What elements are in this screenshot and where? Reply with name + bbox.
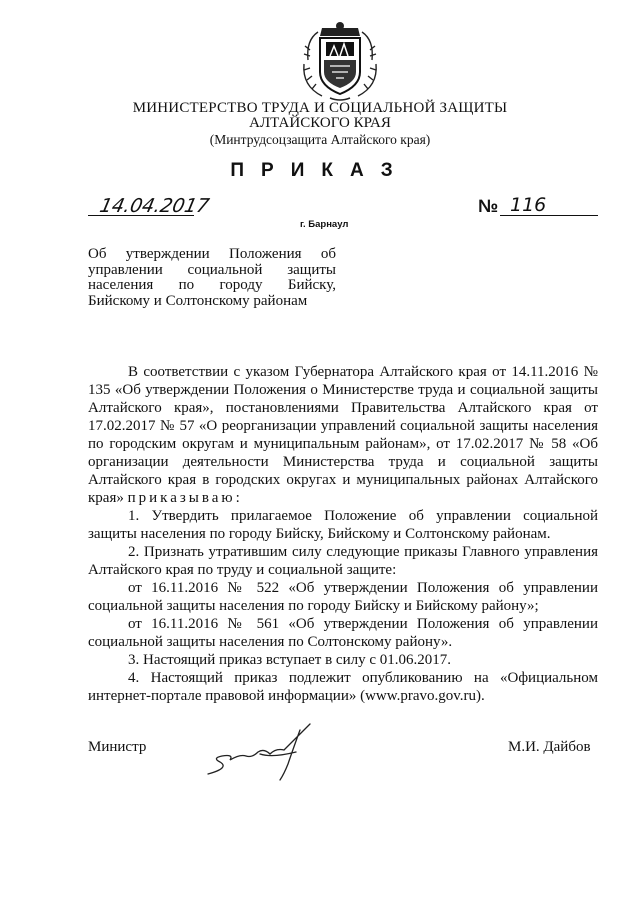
order-number: 116 [510,194,547,216]
signature-icon [200,718,330,784]
date-underline [88,215,194,216]
item-2-b: от 16.11.2016 № 561 «Об утверждении Положения об управлении социальной защиты населения по Солтонскому району». [88,616,598,650]
preamble-paragraph [88,363,598,507]
order-subject: Об утверждении Положения об управлении социальной защиты населения по городу Бийску, Бийскому и Солтонскому районам [88,246,336,309]
ministry-name-line2: АЛТАЙСКОГО КРАЯ [249,115,391,131]
item-2: 2. Признать утратившим силу следующие приказы Главного управления Алтайского края по труду и социальной защите: [88,544,598,578]
item-1: 1. Утвердить прилагаемое Положение об управлении социальной защиты населения по городу Бийску, Бийскому и Солтонскому районам. [88,508,598,542]
item-3: 3. Настоящий приказ вступает в силу с 01.06.2017. [128,652,451,668]
coat-of-arms-icon [300,20,380,102]
order-word: приказываю: [127,490,243,506]
signer-title: Министр [88,739,147,755]
order-number-label: № [478,196,499,216]
item-2-a: от 16.11.2016 № 522 «Об утверждении Положения об управлении социальной защиты населения по городу Бийску и Бийскому району»; [88,580,598,614]
preamble-text: В соответствии с указом Губернатора Алтайского края от 14.11.2016 № 135 «Об утверждении Положения о Министерстве труда и социальной защиты Алтайского края», постановлениями Правительства Алтайского края от 17.02.2017 № 57 «О реорганизации управлений социальной защиты населения по городским округам и муниципальным районам», от 17.02.2017 № 58 «Об организации деятельности Министерства труда и социальной защиты Алтайского края в городских округах и муниципальных районах Алтайского края» [88,364,598,506]
order-body [88,363,598,705]
number-underline [500,215,598,216]
issue-city: г. Барнаул [300,219,349,230]
item-4: 4. Настоящий приказ подлежит опубликованию на «Официальном интернет-портале правовой информации» (www.pravo.gov.ru). [88,670,598,704]
ministry-short-name: (Минтрудсоцзащита Алтайского края) [209,132,431,147]
document-type-title: ПРИКАЗ [230,160,410,181]
ministry-name-line1: МИНИСТЕРСТВО ТРУДА И СОЦИАЛЬНОЙ ЗАЩИТЫ [132,100,508,116]
order-date: 14.04.2017 [97,195,212,217]
signer-name: М.И. Дайбов [508,739,591,755]
